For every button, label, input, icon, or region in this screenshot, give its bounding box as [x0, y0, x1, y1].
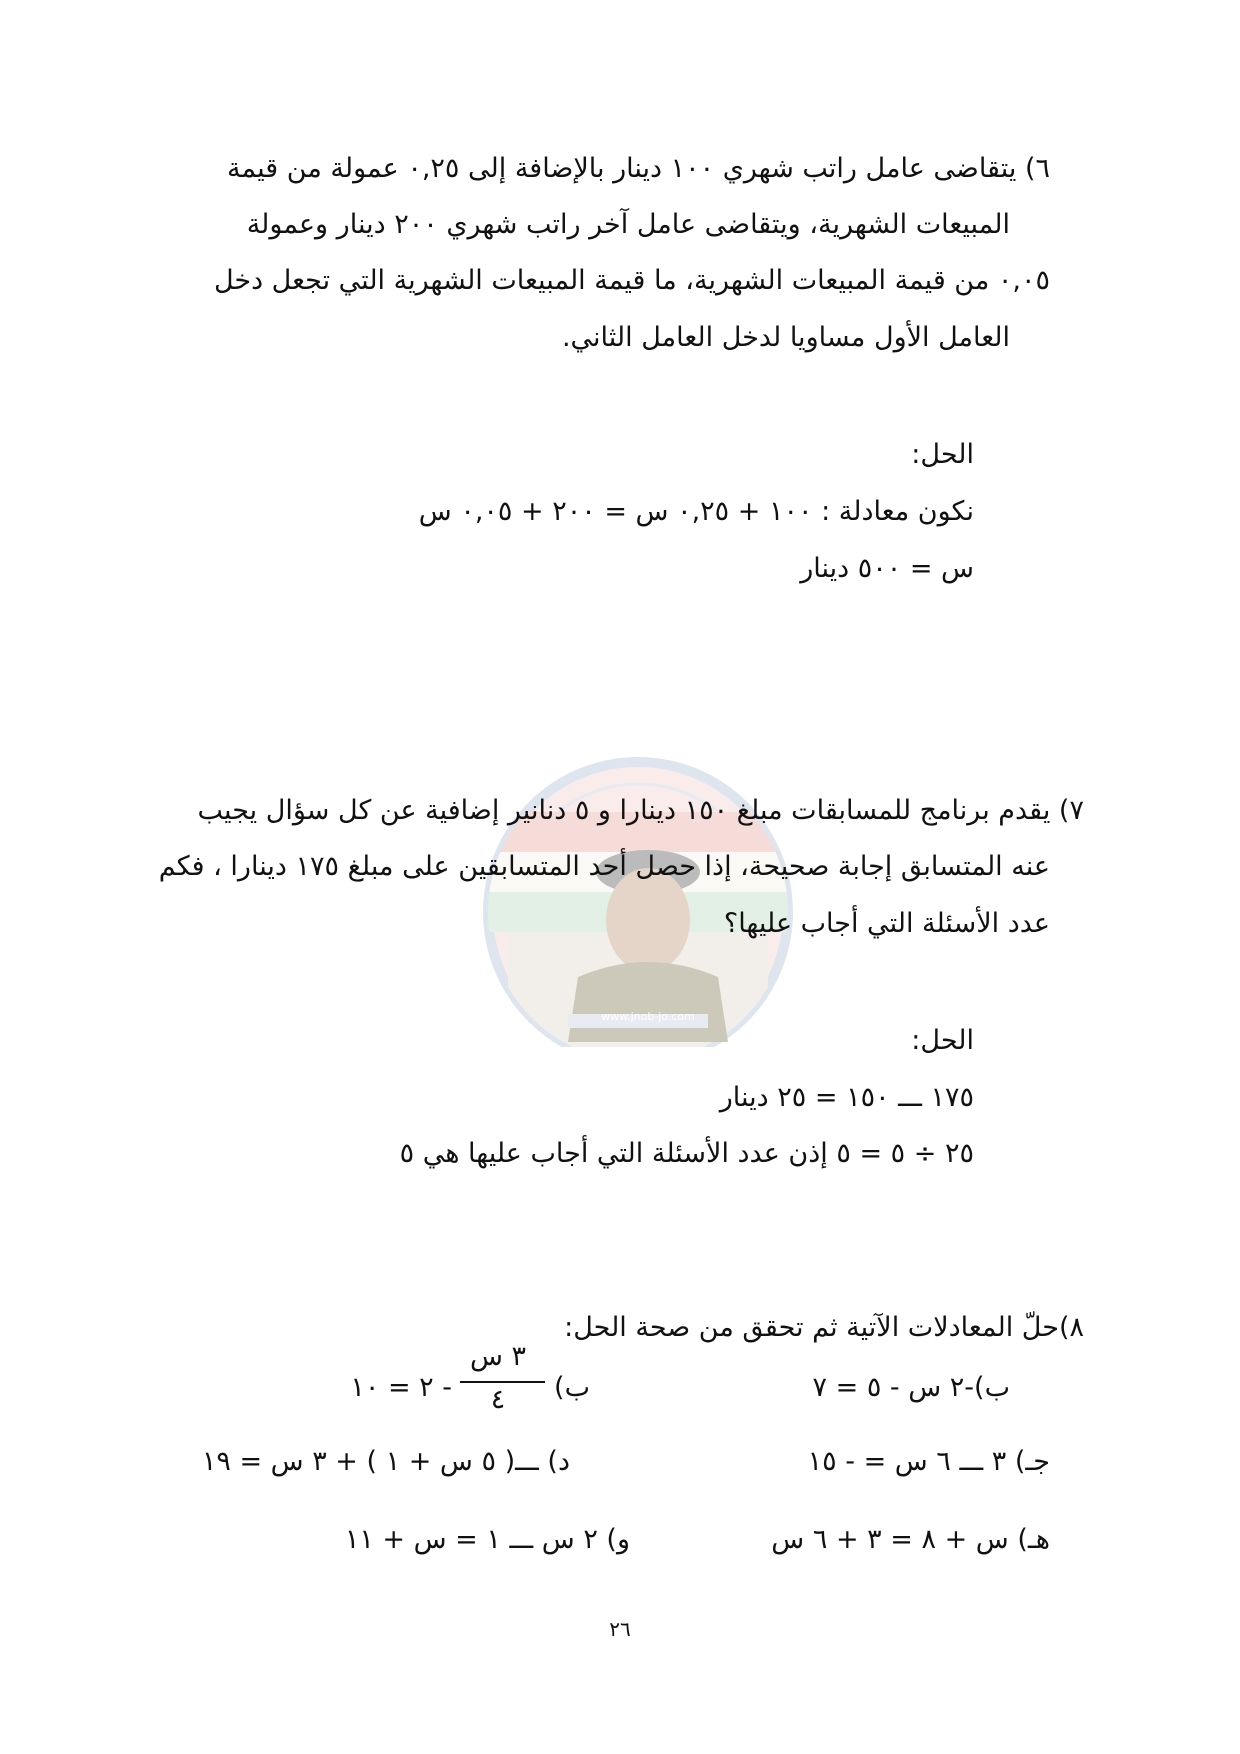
q6-solution-label: الحل: [911, 439, 974, 470]
q8-eq-b2-denominator: ٤ [490, 1384, 506, 1415]
q8-eq-h: هـ) س + ٨ = ٣ + ٦ س [771, 1524, 1050, 1555]
q6-solution-line-1: نكون معادلة : ١٠٠ + ٠,٢٥ س = ٢٠٠ + ٠,٠٥ س [418, 496, 974, 527]
q8-eq-b2-label: ب) [554, 1372, 590, 1403]
watermark-url: www.jnob-jo.com [601, 1010, 695, 1023]
q7-line-2: عنه المتسابق إجابة صحيحة، إذا حصل أحد المتسابقين على مبلغ ١٧٥ دينارا ، فكم [158, 851, 1050, 882]
q8-eq-d: د) ـــ( ٥ س + ١ ) + ٣ س = ١٩ [201, 1446, 570, 1477]
q6-line-4: العامل الأول مساويا لدخل العامل الثاني. [561, 322, 1010, 353]
q6-line-1: ٦) يتقاضى عامل راتب شهري ١٠٠ دينار بالإضافة إلى ٠,٢٥ عمولة من قيمة [227, 153, 1050, 184]
q6-line-2: المبيعات الشهرية، ويتقاضى عامل آخر راتب شهري ٢٠٠ دينار وعمولة [246, 209, 1010, 240]
q8-eq-b2-numerator: ٣ س [469, 1341, 527, 1372]
q7-solution-line-1: ١٧٥ ـــ ١٥٠ = ٢٥ دينار [719, 1082, 974, 1113]
q6-solution-line-2: س = ٥٠٠ دينار [800, 553, 974, 584]
q8-eq-b2-rest: - ٢ = ١٠ [350, 1372, 452, 1403]
q7-solution-label: الحل: [911, 1025, 974, 1056]
q7-line-3: عدد الأسئلة التي أجاب عليها؟ [723, 908, 1050, 939]
q8-heading: ٨)حلّ المعادلات الآتية ثم تحقق من صحة الحل: [564, 1312, 1084, 1343]
q8-eq-b1: ب)-٢ س - ٥ = ٧ [812, 1372, 1010, 1403]
q7-solution-line-2: ٢٥ ÷ ٥ = ٥ إذن عدد الأسئلة التي أجاب عليها هي ٥ [399, 1138, 974, 1169]
q6-line-3: ٠,٠٥ من قيمة المبيعات الشهرية، ما قيمة المبيعات الشهرية التي تجعل دخل [213, 265, 1050, 296]
q8-eq-b2-fraction-bar [460, 1381, 545, 1383]
q7-line-1: ٧) يقدم برنامج للمسابقات مبلغ ١٥٠ دينارا و ٥ دنانير إضافية عن كل سؤال يجيب [197, 795, 1084, 826]
page-number: ٢٦ [609, 1617, 631, 1641]
q8-eq-w: و) ٢ س ـــ ١ = س + ١١ [344, 1524, 630, 1555]
q8-eq-j: جـ) ٣ ـــ ٦ س = - ١٥ [807, 1446, 1050, 1477]
